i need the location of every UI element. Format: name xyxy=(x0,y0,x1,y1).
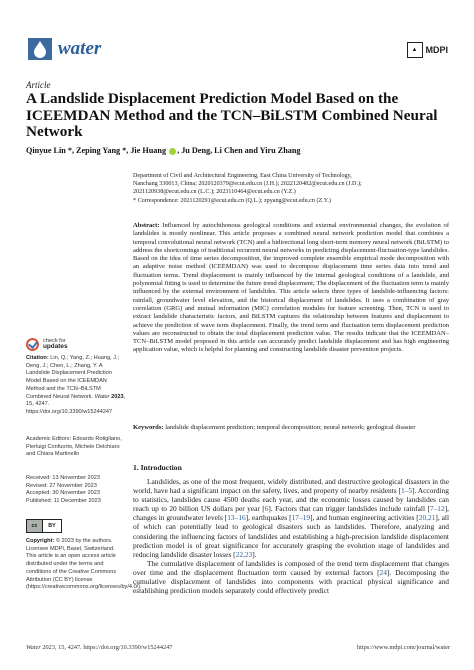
affiliation-line: Nanchang 330013, China; 2020120379@ecut.edu.cn (J.H.); 2022120482@ecut.edu.cn (J.D.); xyxy=(133,181,362,188)
editors-names: Edoardo Rotigliano, Pierluigi Confuorto, Michele Delchiaro and Chiara Martinello xyxy=(26,436,122,458)
citation-link[interactable]: 22,23 xyxy=(235,549,253,559)
citation-block xyxy=(26,355,126,417)
affiliation-line: 2021120938@ecut.edu.cn (L.C.); 2023110464@ecut.edu.cn (Y.Z.) xyxy=(133,189,296,196)
keywords-label: Keywords: xyxy=(133,424,164,431)
editors-label: Academic Editors: xyxy=(26,436,72,442)
citation-link[interactable]: 20,21 xyxy=(418,513,436,523)
date-received: Received: 13 November 2023 xyxy=(26,475,101,481)
intro-paragraph-1: Landslides, as one of the most frequent, widely distributed, and destructive geological disasters in the world, have had a significant impact on the safety, lives, and property of nearby residents [1–5]. According to statistics, landslides cause 4500 deaths each year, and the economic losses caused by landslides can reach up to 20 billion US dollars per year [6]. Factors that can trigger landslides include rainfall [7–12], changes in groundwater levels [13–16], earthquakes [17–19], and human engineering activities [20,21], all of which can potentially lead to geological disasters such as landslides. Therefore, analyzing and considering the influencing factors of landslides and establishing a high-precision landslide displacement prediction model is of great significance for accurately grasping the evolution stage of landslides and reducing landslide disaster losses [22,23]. xyxy=(133,477,450,559)
keywords-text: landslide displacement prediction; temporal decomposition; neural network; geological disaster xyxy=(165,424,416,431)
affiliation-block xyxy=(133,172,453,205)
citation-link[interactable]: 6 xyxy=(264,504,269,514)
citation-journal: Water xyxy=(94,393,110,400)
section-heading: 1. Introduction xyxy=(133,463,182,472)
check-for-updates-icon xyxy=(26,338,39,351)
date-accepted: Accepted: 30 November 2023 xyxy=(26,490,101,497)
citation-label: Citation: xyxy=(26,355,49,361)
introduction-body xyxy=(133,477,449,595)
citation-text: Lin, Q.; Yang, Z.; Huang, J.; Deng, J.; Chen, L.; Zhang, Y. A Landslide Displacement Prediction Model Based on the ICEEMDAN Method and the TCN–BiLSTM Combined Neural Network. xyxy=(26,355,120,400)
citation-volume-doi[interactable]: , 15, 4247. https://doi.org/10.3390/w15244247 xyxy=(26,393,126,415)
copyright-text: © 2023 by the authors. Licensee MDPI, Basel, Switzerland. This article is an open access article distributed under the terms and conditions of the Creative Commons Attribution (CC BY) license (https://creativecommons.org/licenses/by/4.0/). xyxy=(26,538,142,591)
article-type: Article xyxy=(26,80,51,90)
check-for-updates-button[interactable] xyxy=(26,335,126,353)
copyright-block xyxy=(26,538,142,592)
copyright-label: Copyright: xyxy=(26,538,55,544)
check-line2: updates xyxy=(43,343,68,350)
cc-mark: cc xyxy=(27,520,43,532)
citation-year: 2023 xyxy=(111,393,124,400)
orcid-icon[interactable] xyxy=(169,148,176,155)
publisher-name: MDPI xyxy=(425,45,448,55)
check-line1: check for xyxy=(43,337,66,344)
abstract-text: Influenced by autochthonous geological conditions and external environmental changes, the evolution of landslides is mostly nonlinear. This article proposes a combined neural network prediction model that combines a temporal convolutional neural network (TCN) and a bidirectional long short-term memory neural network (BiLSTM) to address the shortcomings of traditional recurrent neural networks in predicting displacement-fluctuation-type landslides. Based on the idea of time series decomposition, the improved complete ensemble empirical mode decomposition with an adaptive noise method (ICEEMDAN) was used to decompose displacement time series data into trend and fluctuation terms. Trend displacement is mainly influenced by the internal geological conditions of a landslide, and polynomial fitting is used to determine the future trend displacement; The displacement of the fluctuation term is mainly influenced by the external environment of landslides. This article selects three types of landslide-influencing factors: rainfall, groundwater level elevation, and the historical displacement of landslides. It uses a combination of gray correlation (GRG) and mutual information (MIC) correlation modules for feature screening. Then, TCN is used to extract landslide characteristic factors, and BiLSTM captures the relationship between features and displacement to achieve the prediction of wave term displacement. Finally, the trend term and fluctuation term displacement prediction values are reconstructed to obtain the total displacement prediction value. The results indicate that the ICEEMDAN–TCN–BiLSTM model proposed in this article can accurately predict landslide displacement and has high engineering application value, which is helpful for planning and constructing landslide disaster prevention projects. xyxy=(133,222,449,354)
mdpi-logo-icon: ▲ xyxy=(407,42,423,58)
authors-part2: , Ju Deng, Li Chen and Yiru Zhang xyxy=(177,146,301,155)
by-mark: BY xyxy=(43,520,61,532)
water-logo-icon xyxy=(28,38,52,60)
abstract-label: Abstract: xyxy=(133,222,160,229)
correspondence-emails: 2021120291@ecut.edu.cn (Q.L.); zpyang@ecut.edu.cn (Z.Y.) xyxy=(180,197,331,204)
correspondence-label: * Correspondence: xyxy=(133,197,179,204)
abstract xyxy=(133,222,449,355)
footer-journal: Water xyxy=(26,644,41,651)
date-published: Published: 11 December 2023 xyxy=(26,498,101,505)
page-footer xyxy=(26,644,450,651)
publication-dates xyxy=(26,475,126,506)
page-header xyxy=(0,0,474,82)
correspondence-line xyxy=(133,197,453,205)
footer-citation xyxy=(26,644,172,651)
journal-name: water xyxy=(58,38,102,59)
footer-url[interactable]: https://www.mdpi.com/journal/water xyxy=(357,644,450,651)
date-revised: Revised: 27 November 2023 xyxy=(26,482,97,489)
author-list xyxy=(26,146,456,155)
mdpi-logo xyxy=(407,42,449,58)
authors-part1: Qinyue Lin *, Zeping Yang *, Jie Huang xyxy=(26,146,167,155)
citation-link[interactable]: 24 xyxy=(379,567,387,577)
cc-by-license-icon[interactable] xyxy=(26,519,62,533)
citation-link[interactable]: 7–12 xyxy=(429,504,445,514)
paper-title: A Landslide Displacement Prediction Model Based on the ICEEMDAN Method and the TCN–BiLSTM Combined Neural Network xyxy=(26,90,438,140)
citation-link[interactable]: 13–16 xyxy=(227,513,246,523)
affiliation-line: Department of Civil and Architectural Engineering, East China University of Technology, xyxy=(133,173,352,179)
footer-info[interactable]: 2023, 15, 4247. https://doi.org/10.3390/w15244247 xyxy=(40,644,173,651)
intro-paragraph-2: The cumulative displacement of landslides is composed of the trend term displacement that changes over time and the displacement fluctuation term caused by external factors [24]. Decomposing the cumulative displacement of landslides into components with practical physical significance and establishing prediction models separately could effectively predict xyxy=(133,558,449,596)
citation-link[interactable]: 1–5 xyxy=(400,486,413,496)
keywords xyxy=(133,424,449,432)
academic-editors xyxy=(26,436,126,459)
citation-link[interactable]: 17–19 xyxy=(291,513,311,523)
